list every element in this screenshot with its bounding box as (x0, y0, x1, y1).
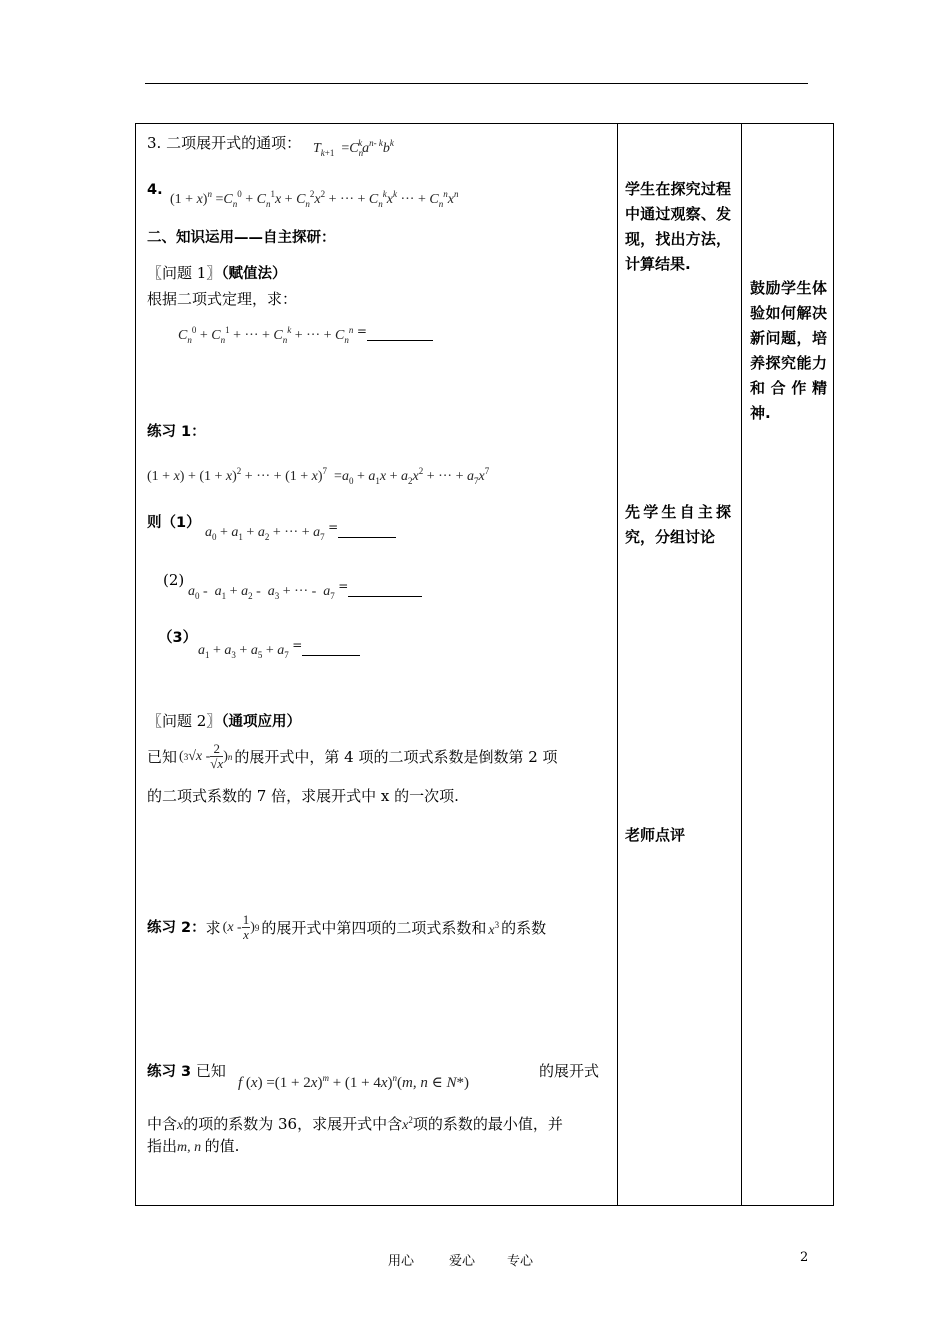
problem2-expression: ( 3 √ x - $\frac{2}{√x}$ ) n (179, 741, 233, 771)
exercise3-line1-left (147, 1061, 226, 1082)
exercise2-x3: $x^3$ (488, 919, 500, 938)
item4-label: 4. (147, 182, 163, 198)
exercise3-x: x (177, 1118, 184, 1133)
footer-left: 用心 (388, 1254, 415, 1269)
problem2-label: 〖问题 2〗 (147, 712, 222, 730)
student-note-2: 先学生自主探究，分组讨论 (625, 503, 731, 546)
exercise2-line (147, 913, 546, 942)
exercise2-text-b: 的展开式中第四项的二项式系数和 (261, 918, 487, 937)
exercise3-text-d2: 的值. (204, 1137, 240, 1155)
exercise3-line2 (147, 1110, 563, 1136)
exercise1-part2: $a_0 - a_1 + a_2 - a_3$ + ··· - $a_7$ = (188, 579, 422, 601)
problem2-text-a: 已知 (147, 747, 178, 766)
problem1-prompt: 根据二项式定理，求： (147, 290, 298, 308)
section2-title: 二、知识运用——自主探研： (147, 230, 336, 246)
exercise3-text-c2: 的项的系数为 36，求展开式中含 (183, 1115, 403, 1133)
exercise3-mn: m, n (177, 1140, 202, 1155)
exercise1-part3: $a_1 + a_3 + a_5 + a_7$ = (198, 638, 360, 660)
exercise3-text-c3: 项的系数的最小值，并 (412, 1115, 563, 1133)
problem2-text-c: 的二项式系数的 7 倍，求展开式中 x 的一次项. (147, 787, 459, 805)
problem1-label: 〖问题 1〗 (147, 264, 222, 282)
exercise3-text-a: 已知 (195, 1062, 226, 1080)
footer-middle: 爱心 (449, 1254, 476, 1269)
page-number: 2 (800, 1250, 809, 1265)
exercise3-function: f $(x) =(1 + 2x)^m + (1 + 4x)^n(m$, n ∈ N*) (238, 1073, 469, 1091)
exercise3-text-b: 的展开式 (539, 1062, 600, 1080)
problem2-text-b: 的展开式中，第 4 项的二项式系数是倒数第 2 项 (234, 747, 558, 766)
problem1-method: （赋值法） (221, 266, 287, 282)
exercise2-label: 练习 2： (147, 919, 206, 936)
exercise3-text-d1: 指出 (147, 1137, 178, 1155)
problem2-heading (147, 711, 301, 732)
column-divider-2 (741, 124, 742, 1205)
problem2-line1 (147, 742, 558, 771)
exercise1-part3-label: （3） (158, 630, 198, 646)
item3-formula: $T_{k+1} =C_n^ka^{n- k}b^k$ (313, 138, 394, 158)
intent-note: 鼓励学生体验如何解决新问题，培养探究能力和合作精神. (750, 279, 827, 422)
exercise2-expression: ( x - $\frac{1}{x}$ ) 9 (222, 912, 260, 942)
exercise1-part2-label: (2) (163, 571, 185, 589)
problem1-heading (147, 263, 287, 284)
column-divider-1 (617, 124, 618, 1205)
exercise3-text-c1: 中含 (147, 1115, 178, 1133)
item3-label: 3. 二项展开式的通项： (147, 134, 302, 152)
student-note-1: 学生在探究过程中通过观察、发现，找出方法，计算结果. (625, 180, 731, 273)
exercise1-formula: $(1 + x) + (1 + x)^2$ + ··· + $(1 + x)^7 =a_0 + a_1x + a_2x^2$ + ··· + $a_7x^7$ (147, 466, 490, 486)
footer-right: 专心 (507, 1254, 534, 1269)
exercise3-label: 练习 3 (147, 1064, 192, 1080)
header-rule (145, 83, 808, 84)
exercise2-text-c: 的系数 (501, 918, 547, 937)
lesson-table (135, 123, 834, 1206)
exercise2-text-a: 求 (205, 918, 221, 937)
exercise3-x2: $x^2$ (402, 1115, 413, 1133)
exercise3-line3 (147, 1136, 239, 1158)
exercise1-part1: $a_0 + a_1 + a_2$ + ··· + $a_7$ = (205, 520, 396, 542)
problem1-formula: $C_n^0 + C_n^1$ + ··· + $C_n^k$ + ··· + $C_n^n$ = (178, 324, 433, 345)
student-note-3: 老师点评 (625, 826, 686, 844)
exercise1-label: 练习 1： (147, 424, 206, 440)
item4-formula: $(1 + x)^n =C_n^0 + C_n^1x + C_n^2x^2$ + ··· + $C_n^kx^k$ ··· + $C_n^nx^n$ (170, 189, 459, 209)
problem2-method: （通项应用） (221, 714, 302, 730)
exercise1-part1-label: 则（1） (147, 515, 201, 531)
